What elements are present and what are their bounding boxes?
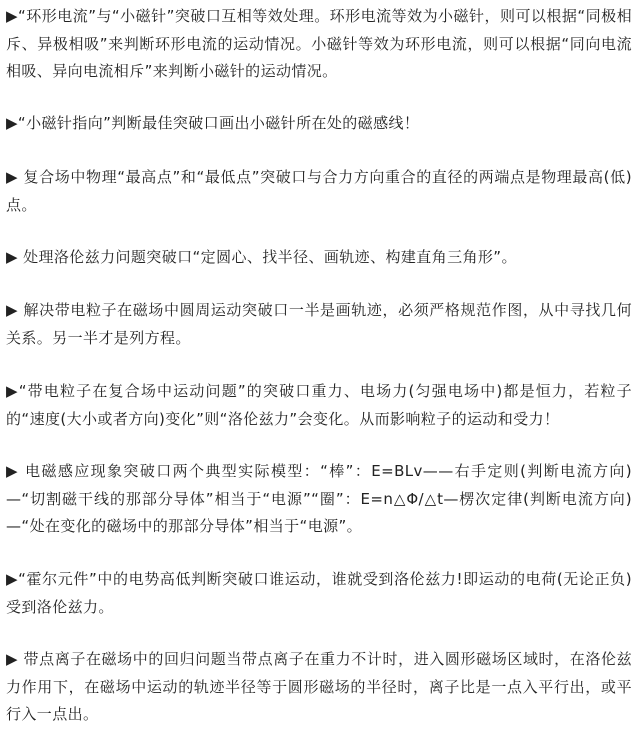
paragraph-highest-lowest-point: ▶ 复合场中物理“最高点”和“最低点”突破口与合力方向重合的直径的两端点是物理最高(低)点。: [6, 168, 632, 214]
paragraph-hall-element: ▶“霍尔元件”中的电势高低判断突破口谁运动，谁就受到洛伦兹力!即运动的电荷(无论正负)受到洛伦兹力。: [6, 570, 632, 616]
paragraph-magnet-direction: ▶“小磁针指向”判断最佳突破口画出小磁针所在处的磁感线！: [6, 114, 420, 132]
paragraph-lorentz-force-method: ▶ 处理洛伦兹力问题突破口“定圆心、找半径、画轨迹、构建直角三角形”。: [6, 248, 517, 266]
paragraph-circular-motion: ▶ 解决带电粒子在磁场中圆周运动突破口一半是画轨迹，必须严格规范作图，从中寻找几何关系。另一半才是列方程。: [6, 301, 632, 347]
paragraph-electromagnetic-induction: ▶ 电磁感应现象突破口两个典型实际模型：“棒”：E=BLv——右手定则(判断电流方向)—“切割磁干线的那部分导体”相当于“电源”“圈”：E=n△Φ/△t—楞次定律(判断电流方向)—“处在变化的磁场中的那部分导体”相当于“电源”。: [6, 462, 632, 535]
paragraph-ring-current-magnet: ▶“环形电流”与“小磁针”突破口互相等效处理。环形电流等效为小磁针，则可以根据“同极相斥、异极相吸”来判断环形电流的运动情况。小磁针等效为环形电流，则可以根据“同向电流相吸、异向电流相斥”来判断小磁针的运动情况。: [6, 7, 632, 80]
paragraph-compound-field: ▶“带电粒子在复合场中运动问题”的突破口重力、电场力(匀强电场中)都是恒力，若粒子的“速度(大小或者方向)变化”则“洛伦兹力”会变化。从而影响粒子的运动和受力！: [6, 382, 632, 428]
paragraph-ion-return: ▶ 带点离子在磁场中的回归问题当带点离子在重力不计时，进入圆形磁场区域时，在洛伦兹力作用下，在磁场中运动的轨迹半径等于圆形磁场的半径时，离子比是一点入平行出，或平行入一点出。: [6, 650, 632, 723]
